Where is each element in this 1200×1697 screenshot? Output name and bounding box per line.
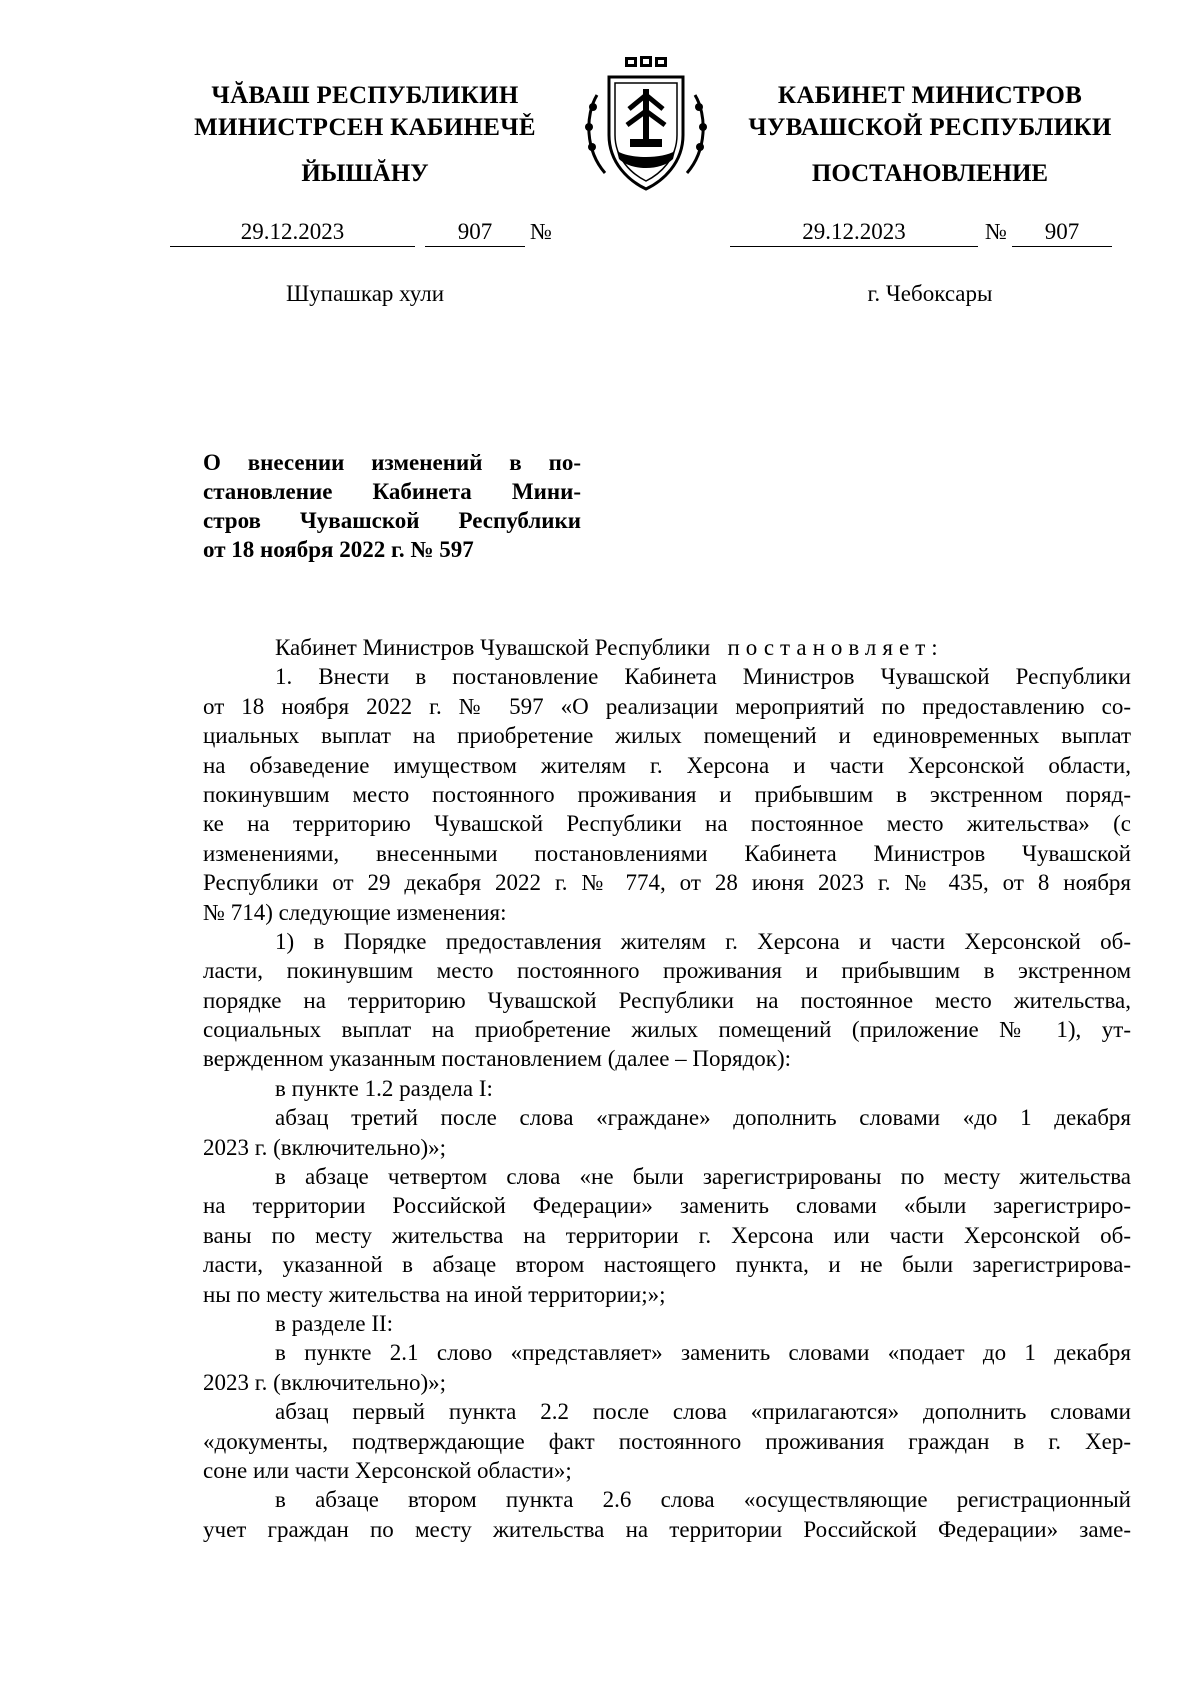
body-line: учет граждан по месту жительства на территории Российской Федерации» заме- bbox=[203, 1516, 1131, 1542]
body-line: ласти, покинувшим место постоянного проживания и прибывшим в экстренном bbox=[203, 958, 1131, 984]
left-number-sign: № bbox=[530, 219, 552, 244]
header-left-doc-type: ЙЫШĂНУ bbox=[301, 160, 429, 187]
body-line: 1) в Порядке предоставления жителям г. Херсона и части Херсонской об- bbox=[275, 928, 1131, 954]
body-line: на обзаведение имуществом жителям г. Херсона и части Херсонской области, bbox=[203, 752, 1131, 778]
body-line: абзац первый пункта 2.2 после слова «прилагаются» дополнить словами bbox=[275, 1399, 1131, 1425]
body-line: ке на территорию Чувашской Республики на постоянное место жительства» (с bbox=[203, 811, 1131, 837]
right-number-field: 907 bbox=[1012, 218, 1112, 247]
body-line: в абзаце втором пункта 2.6 слова «осуществляющие регистрационный bbox=[275, 1487, 1131, 1513]
document-subject bbox=[203, 448, 581, 564]
header-right-title-line2: ЧУВАШСКОЙ РЕСПУБЛИКИ bbox=[748, 114, 1112, 141]
body-line: социальных выплат на приобретение жилых помещений (приложение № 1), ут- bbox=[203, 1017, 1131, 1043]
body-line: ласти, указанной в абзаце втором настоящего пункта, и не были зарегистрирова- bbox=[203, 1252, 1131, 1278]
body-line: ны по месту жительства на иной территории;»; bbox=[203, 1281, 666, 1307]
body-line: покинувшим место постоянного проживания и прибывшим в экстренном поряд- bbox=[203, 781, 1131, 807]
intro-verb: постановляет: bbox=[727, 635, 944, 660]
header-left-title-line1: ЧĂВАШ РЕСПУБЛИКИН bbox=[211, 82, 519, 109]
body-line: в пункте 1.2 раздела I: bbox=[275, 1075, 493, 1101]
body-line: от 18 ноября 2022 г. № 597 «О реализации мероприятий по предоставлению со- bbox=[203, 693, 1131, 719]
document-body bbox=[203, 633, 1131, 1544]
subject-line: стров Чувашской Республики bbox=[203, 508, 581, 533]
body-line: в абзаце четвертом слова «не были зарегистрированы по месту жительства bbox=[275, 1164, 1131, 1190]
left-date-field: 29.12.2023 bbox=[170, 218, 415, 247]
body-line: в разделе II: bbox=[275, 1310, 394, 1336]
body-line: Республики от 29 декабря 2022 г. № 774, от 28 июня 2023 г. № 435, от 8 ноября bbox=[203, 870, 1131, 896]
right-number-sign: № bbox=[985, 219, 1007, 244]
body-line: 2023 г. (включительно)»; bbox=[203, 1134, 447, 1160]
chuvash-emblem-icon bbox=[575, 55, 717, 195]
left-city: Шупашкар хули bbox=[285, 281, 445, 306]
header-right-title bbox=[730, 80, 1130, 144]
right-date-field: 29.12.2023 bbox=[730, 218, 978, 247]
body-line: в пункте 2.1 слово «представляет» заменить словами «подает до 1 декабря bbox=[275, 1340, 1131, 1366]
subject-line: становление Кабинета Мини- bbox=[203, 479, 581, 504]
right-city: г. Чебоксары bbox=[867, 281, 993, 306]
subject-line: от 18 ноября 2022 г. № 597 bbox=[203, 537, 474, 562]
body-line: циальных выплат на приобретение жилых помещений и единовременных выплат bbox=[203, 723, 1131, 749]
subject-line: О внесении изменений в по- bbox=[203, 450, 581, 475]
header-right-doc-type: ПОСТАНОВЛЕНИЕ bbox=[811, 160, 1049, 187]
body-line: 2023 г. (включительно)»; bbox=[203, 1369, 447, 1395]
body-line: соне или части Херсонской области»; bbox=[203, 1457, 572, 1483]
body-line: вержденном указанным постановлением (далее – Порядок): bbox=[203, 1046, 792, 1072]
left-number-field: 907 bbox=[425, 218, 525, 247]
body-line: «документы, подтверждающие факт постоянного проживания граждан в г. Хер- bbox=[203, 1428, 1131, 1454]
body-line: № 714) следующие изменения: bbox=[203, 899, 507, 925]
body-line: на территории Российской Федерации» заменить словами «были зарегистриро- bbox=[203, 1193, 1131, 1219]
body-line: 1. Внести в постановление Кабинета Министров Чувашской Республики bbox=[275, 664, 1131, 690]
body-line: абзац третий после слова «граждане» дополнить словами «до 1 декабря bbox=[275, 1105, 1131, 1131]
header-left-title-line2: МИНИСТРСЕН КАБИНЕЧĚ bbox=[194, 114, 536, 141]
header-left-title bbox=[160, 80, 570, 144]
intro-prefix: Кабинет Министров Чувашской Республики bbox=[275, 635, 711, 660]
body-line: изменениями, внесенными постановлениями Кабинета Министров Чувашской bbox=[203, 840, 1131, 866]
body-line: порядке на территорию Чувашской Республики на постоянное место жительства, bbox=[203, 987, 1131, 1013]
body-line: ваны по месту жительства на территории г. Херсона или части Херсонской об- bbox=[203, 1222, 1131, 1248]
header-right-title-line1: КАБИНЕТ МИНИСТРОВ bbox=[777, 82, 1083, 109]
body-intro-line bbox=[203, 633, 1131, 662]
